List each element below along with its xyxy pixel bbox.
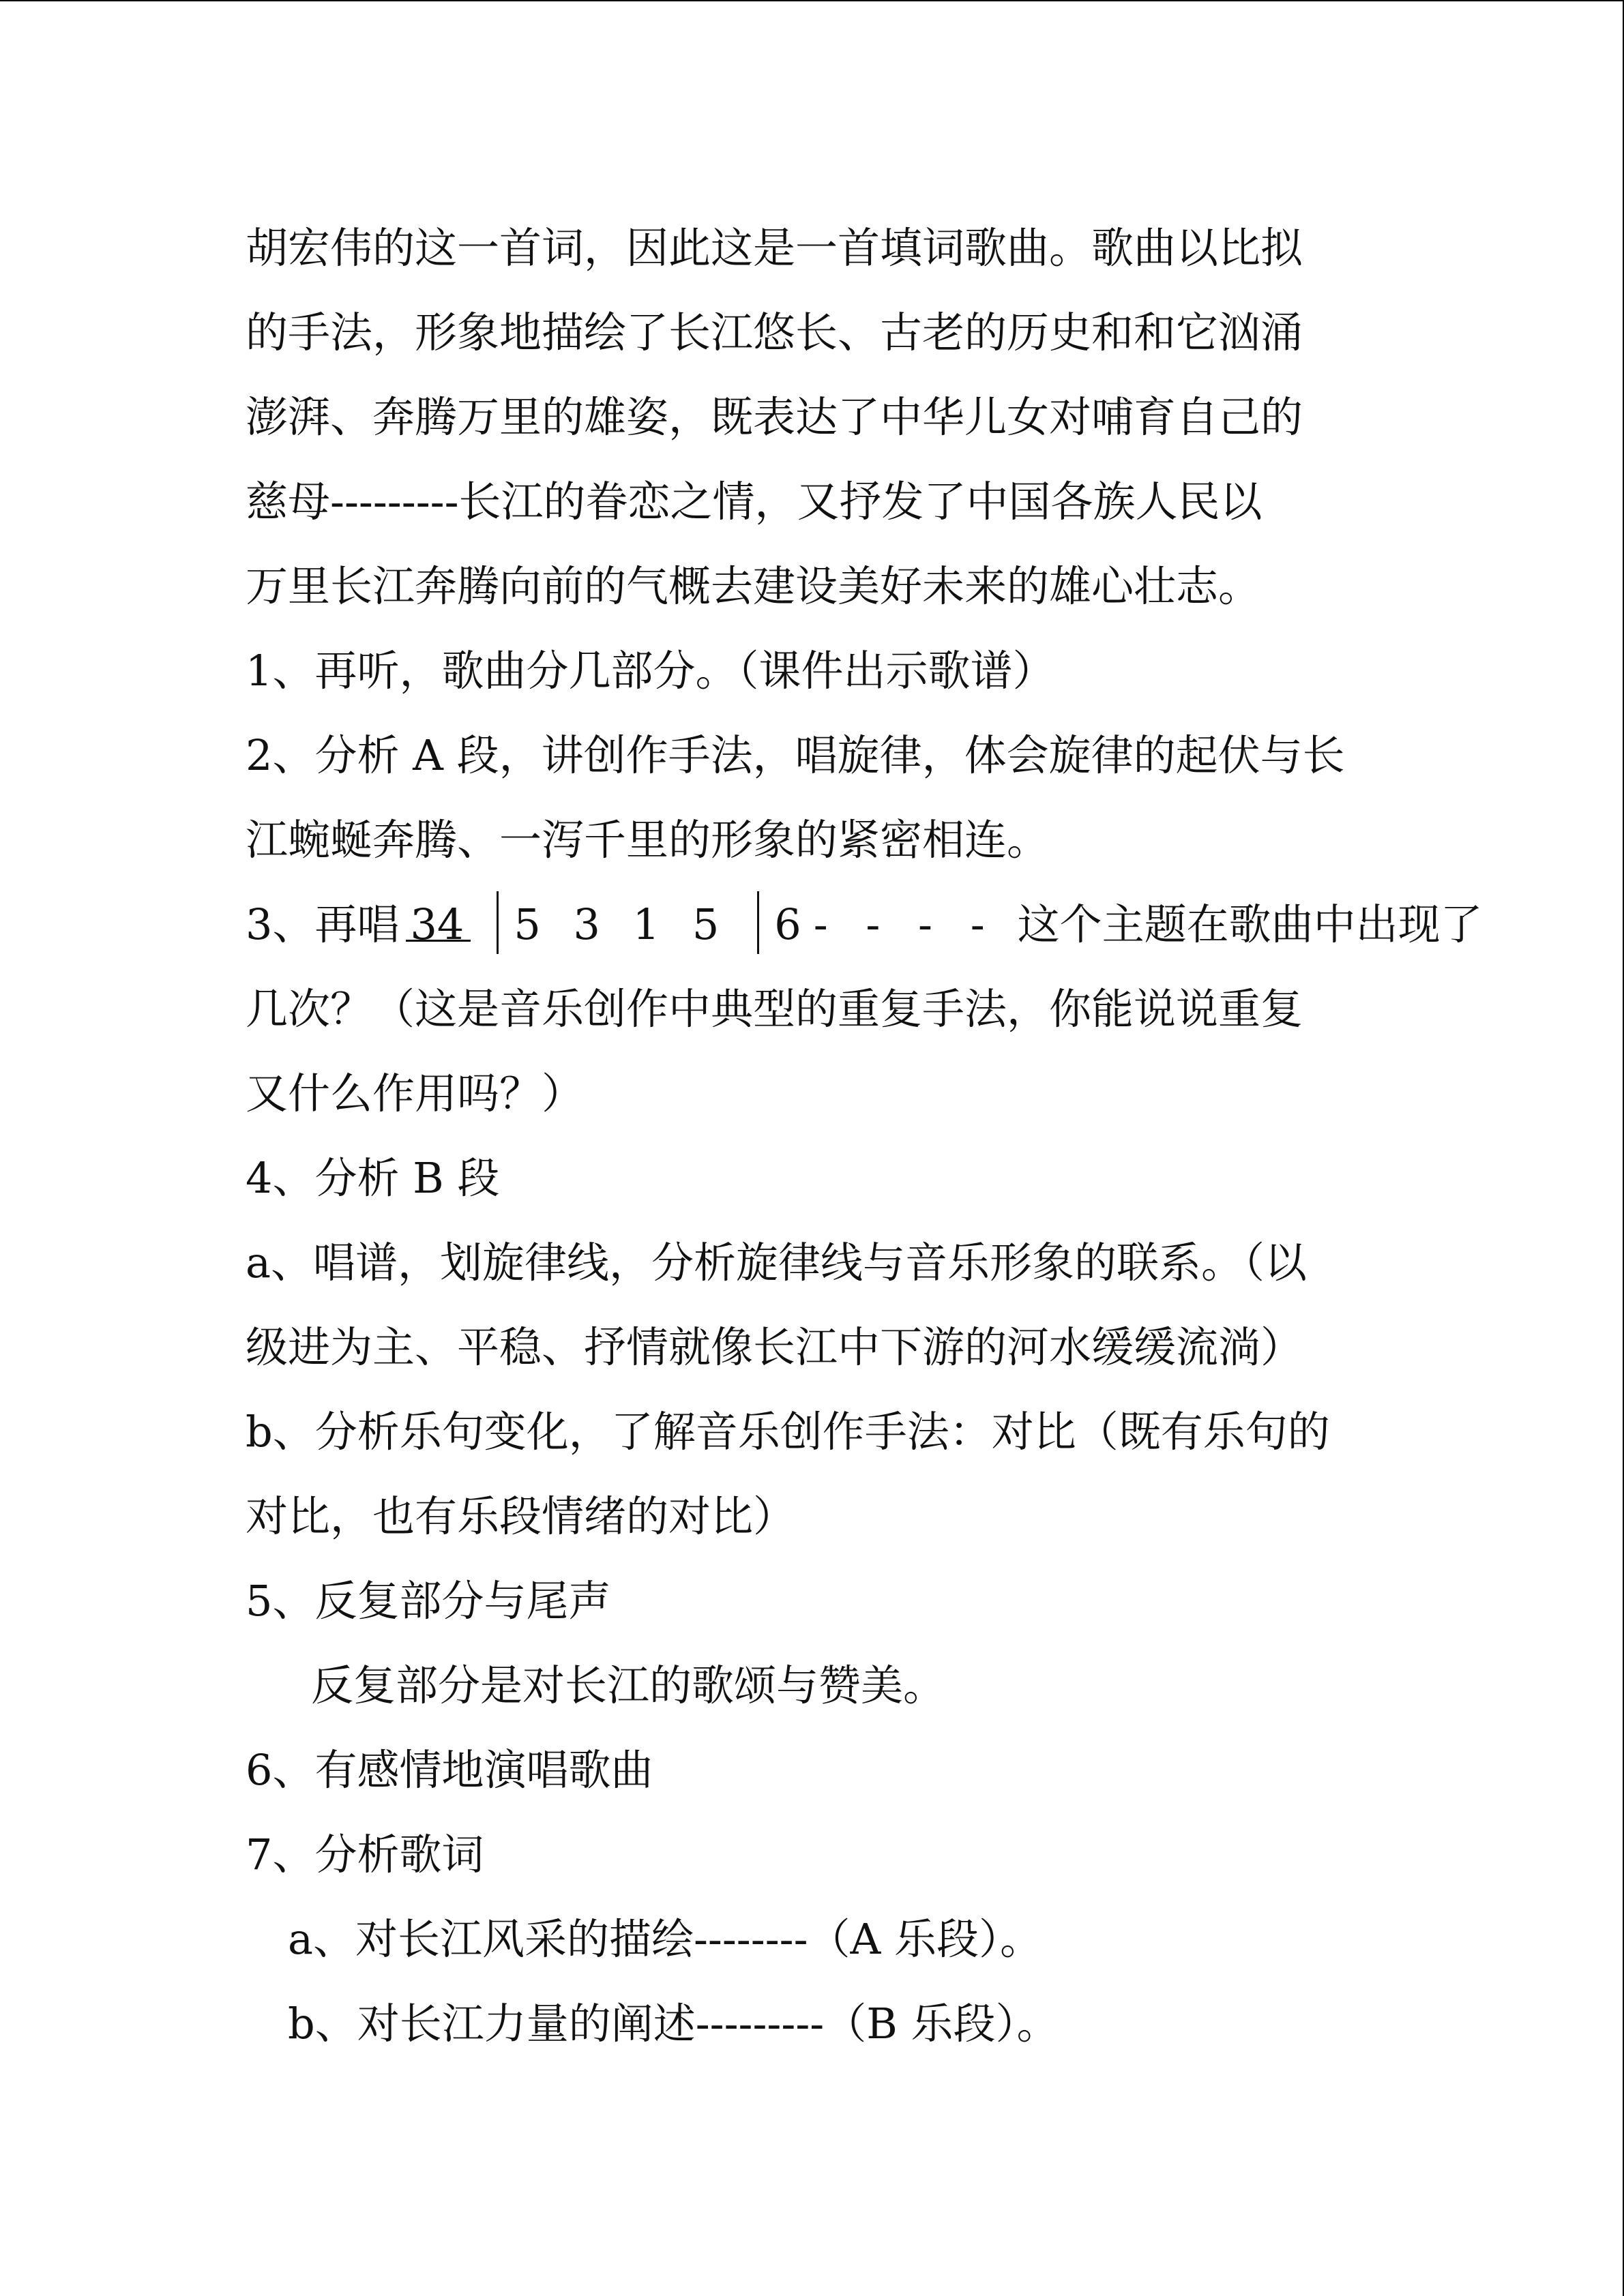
list-item-3-line-2: 几次？（这是音乐创作中典型的重复手法，你能说说重复 — [246, 984, 1303, 1034]
held-note: 6- - - - — [774, 899, 997, 949]
sub-item-4b-line-2: 对比，也有乐段情绪的对比） — [246, 1491, 796, 1541]
item-3-prefix: 3、再唱 — [246, 899, 400, 949]
list-item-1: 1、再听，歌曲分几部分。（课件出示歌谱） — [246, 646, 1055, 696]
item-3-text: 这个主题在歌曲中出现了 — [1017, 899, 1483, 949]
pickup-notes: 34 — [410, 882, 464, 967]
document-body — [246, 206, 1483, 2066]
sub-item-4a-line-1: a、唱谱，划旋律线，分析旋律线与音乐形象的联系。（以 — [246, 1238, 1307, 1287]
bar-line — [497, 891, 499, 954]
list-item-5: 5、反复部分与尾声 — [246, 1576, 611, 1626]
list-item-4: 4、分析 B 段 — [246, 1153, 500, 1203]
list-item-3-line-3: 又什么作用吗？） — [246, 1069, 585, 1118]
list-item-6: 6、有感情地演唱歌曲 — [246, 1745, 653, 1795]
list-item-5-body: 反复部分是对长江的歌颂与赞美。 — [311, 1660, 946, 1710]
melody-notes: 5 3 1 5 — [514, 899, 729, 949]
sub-item-4a-line-2: 级进为主、平稳、抒情就像长江中下游的河水缓缓流淌） — [246, 1322, 1303, 1372]
list-item-2-line-1: 2、分析 A 段，讲创作手法，唱旋律，体会旋律的起伏与长 — [246, 730, 1345, 780]
bar-line — [757, 891, 759, 954]
paragraph-line: 慈母---------长江的眷恋之情，又抒发了中国各族人民以 — [246, 477, 1263, 526]
paragraph-line: 澎湃、奔腾万里的雄姿，既表达了中华儿女对哺育自己的 — [246, 392, 1303, 442]
list-item-2-line-2: 江蜿蜒奔腾、一泻千里的形象的紧密相连。 — [246, 815, 1050, 865]
sub-item-7b: b、对长江力量的阐述---------（B 乐段）。 — [288, 1999, 1059, 2048]
sub-item-7a: a、对长江风采的描绘--------（A 乐段）。 — [288, 1914, 1043, 1964]
list-item-7: 7、分析歌词 — [246, 1830, 484, 1879]
list-item-3-line-1 — [246, 882, 1483, 967]
paragraph-line: 的手法，形象地描绘了长江悠长、古老的历史和和它汹涌 — [246, 308, 1303, 357]
sub-item-4b-line-1: b、分析乐句变化，了解音乐创作手法：对比（既有乐句的 — [246, 1407, 1330, 1457]
paragraph-line: 万里长江奔腾向前的气概去建设美好未来的雄心壮志。 — [246, 561, 1261, 611]
paragraph-line: 胡宏伟的这一首词，因此这是一首填词歌曲。歌曲以比拟 — [246, 223, 1303, 273]
